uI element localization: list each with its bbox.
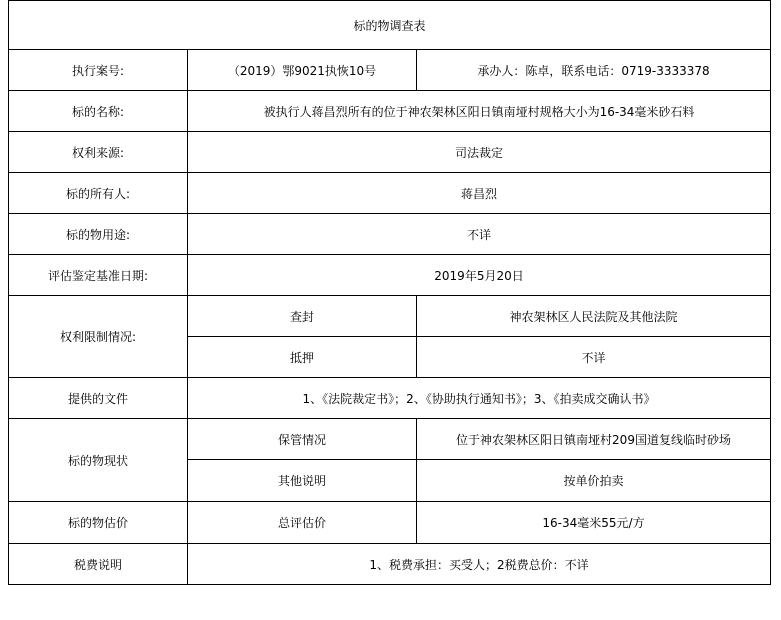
other-note-label: 其他说明	[188, 460, 417, 502]
mortgage-label: 抵押	[188, 337, 417, 378]
seal-label: 查封	[188, 296, 417, 337]
survey-table	[8, 0, 771, 585]
documents-value: 1、《法院裁定书》；2、《协助执行通知书》；3、《拍卖成交确认书》	[188, 378, 771, 419]
usage-label: 标的物用途:	[9, 214, 188, 255]
seal-value: 神农架林区人民法院及其他法院	[417, 296, 771, 337]
case-no-label: 执行案号:	[9, 50, 188, 91]
tax-value: 1、税费承担：买受人；2税费总价：不详	[188, 544, 771, 585]
case-no-value: （2019）鄂9021执恢10号	[188, 50, 417, 91]
custody-label: 保管情况	[188, 419, 417, 460]
price-label: 标的物估价	[9, 502, 188, 544]
price-sub-label: 总评估价	[188, 502, 417, 544]
restriction-label: 权利限制情况:	[9, 296, 188, 378]
other-note-value: 按单价拍卖	[417, 460, 771, 502]
eval-date-label: 评估鉴定基准日期:	[9, 255, 188, 296]
mortgage-value: 不详	[417, 337, 771, 378]
usage-value: 不详	[188, 214, 771, 255]
owner-label: 标的所有人:	[9, 173, 188, 214]
name-value: 被执行人蒋昌烈所有的位于神农架林区阳日镇南垭村规格大小为16-34毫米砂石料	[188, 91, 771, 132]
documents-label: 提供的文件	[9, 378, 188, 419]
custody-value: 位于神农架林区阳日镇南垭村209国道复线临时砂场	[417, 419, 771, 460]
status-label: 标的物现状	[9, 419, 188, 502]
source-value: 司法裁定	[188, 132, 771, 173]
tax-label: 税费说明	[9, 544, 188, 585]
name-label: 标的名称:	[9, 91, 188, 132]
eval-date-value: 2019年5月20日	[188, 255, 771, 296]
table-title: 标的物调查表	[9, 1, 771, 50]
contact-info: 承办人：陈卓，联系电话：0719-3333378	[417, 50, 771, 91]
owner-value: 蒋昌烈	[188, 173, 771, 214]
source-label: 权利来源:	[9, 132, 188, 173]
price-value: 16-34毫米55元/方	[417, 502, 771, 544]
